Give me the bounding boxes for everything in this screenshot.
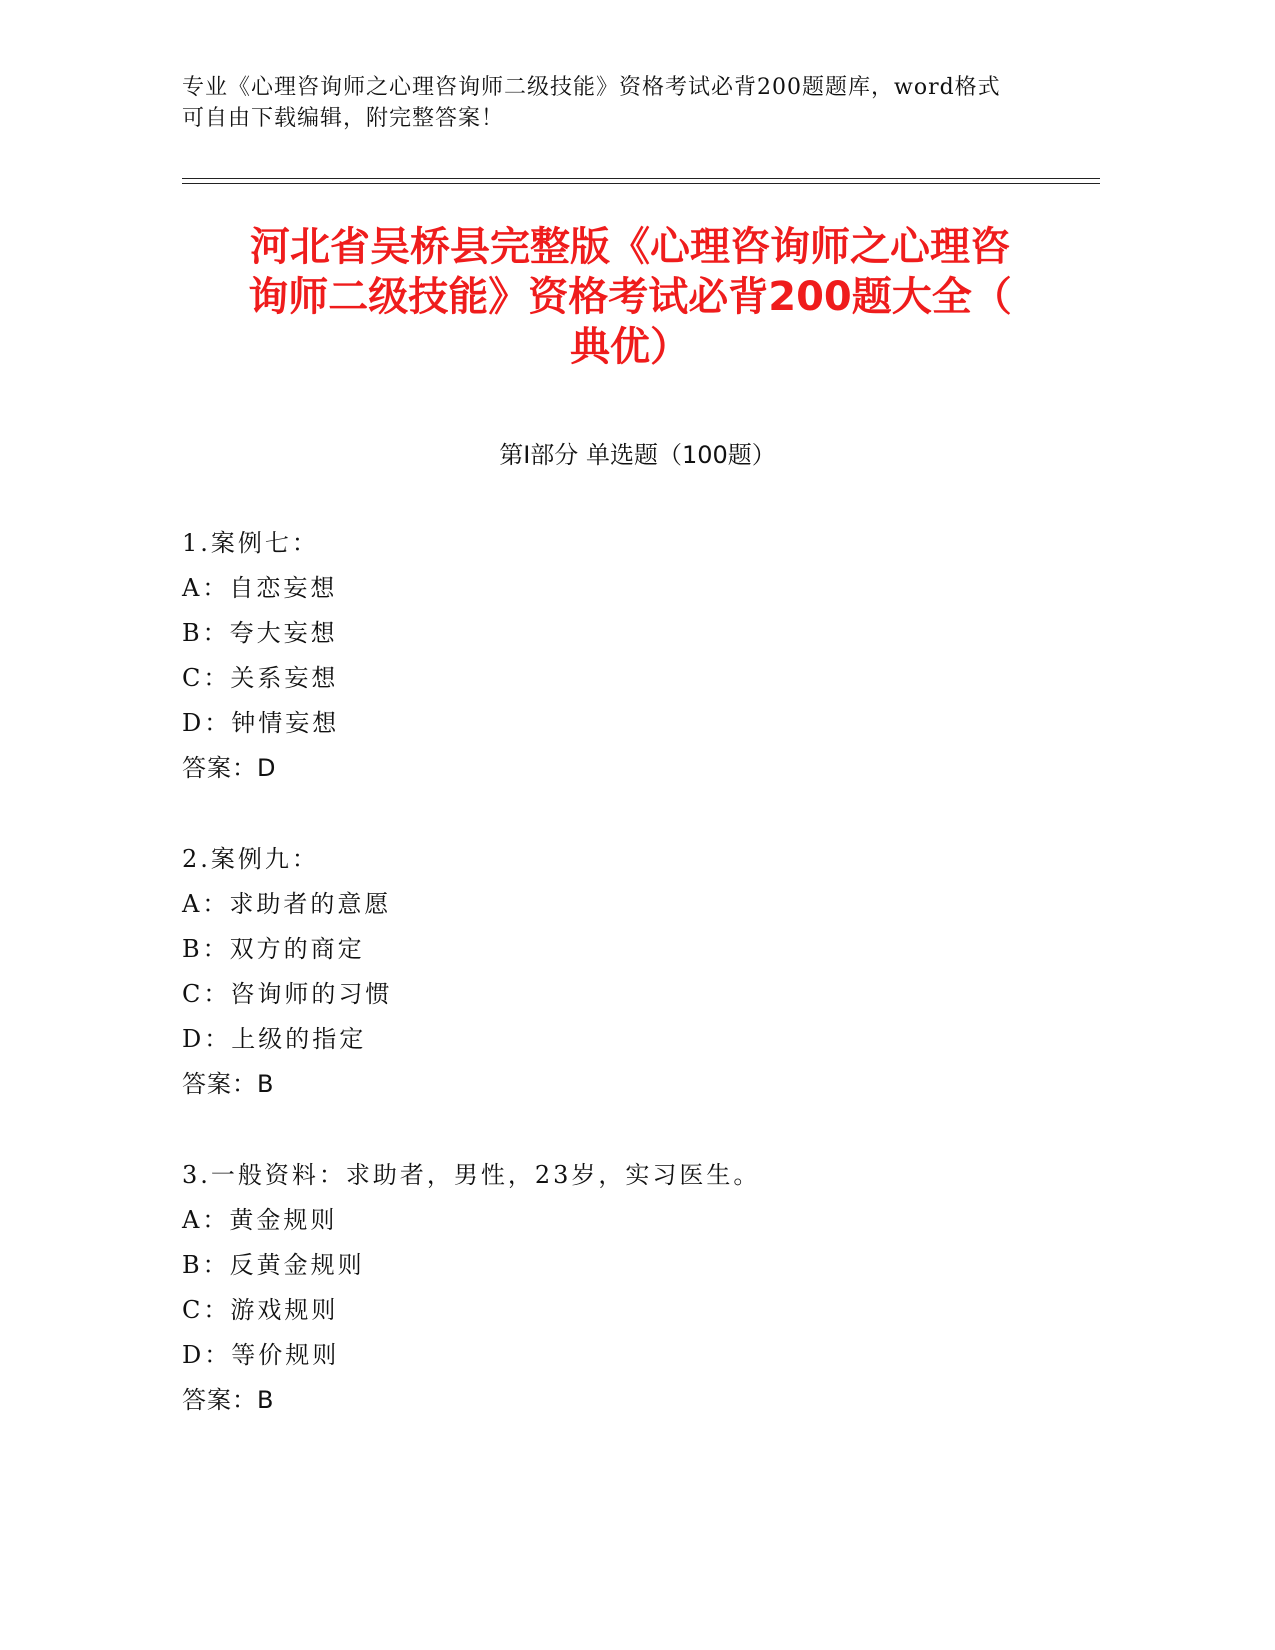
option-d: D：等价规则 [182, 1341, 340, 1369]
option-d: D：钟情妄想 [182, 709, 340, 737]
document-title [170, 222, 1090, 372]
answer-text: 答案：B [182, 1386, 275, 1414]
question-item [182, 521, 1082, 791]
answer-text: 答案：D [182, 754, 277, 782]
option-c: C：咨询师的习惯 [182, 980, 393, 1008]
option-a: A：自恋妄想 [182, 574, 338, 602]
title-line-1: 河北省吴桥县完整版《心理咨询师之心理咨 [250, 224, 1010, 270]
header-divider-bottom [182, 183, 1100, 184]
intro-text [182, 72, 1042, 134]
section-heading: 第Ⅰ部分 单选题（100题） [499, 441, 776, 469]
question-stem: 2.案例九： [182, 845, 319, 873]
intro-line-1: 专业《心理咨询师之心理咨询师二级技能》资格考试必背200题题库，word格式 [182, 75, 1001, 100]
title-line-2: 询师二级技能》资格考试必背200题大全（ [248, 274, 1012, 320]
option-b: B：夸大妄想 [182, 619, 338, 647]
question-item [182, 1153, 1082, 1423]
option-d: D：上级的指定 [182, 1025, 367, 1053]
option-a: A：求助者的意愿 [182, 890, 392, 918]
option-c: C：关系妄想 [182, 664, 339, 692]
answer-text: 答案：B [182, 1070, 275, 1098]
title-line-3: 典优） [570, 324, 690, 370]
option-b: B：双方的商定 [182, 935, 365, 963]
header-divider-top [182, 178, 1100, 179]
question-stem: 3.一般资料：求助者，男性，23岁，实习医生。 [182, 1161, 761, 1189]
option-b: B：反黄金规则 [182, 1251, 365, 1279]
option-c: C：游戏规则 [182, 1296, 339, 1324]
question-item [182, 837, 1082, 1107]
intro-line-2: 可自由下载编辑，附完整答案！ [182, 106, 505, 131]
option-a: A：黄金规则 [182, 1206, 338, 1234]
question-stem: 1.案例七： [182, 529, 319, 557]
